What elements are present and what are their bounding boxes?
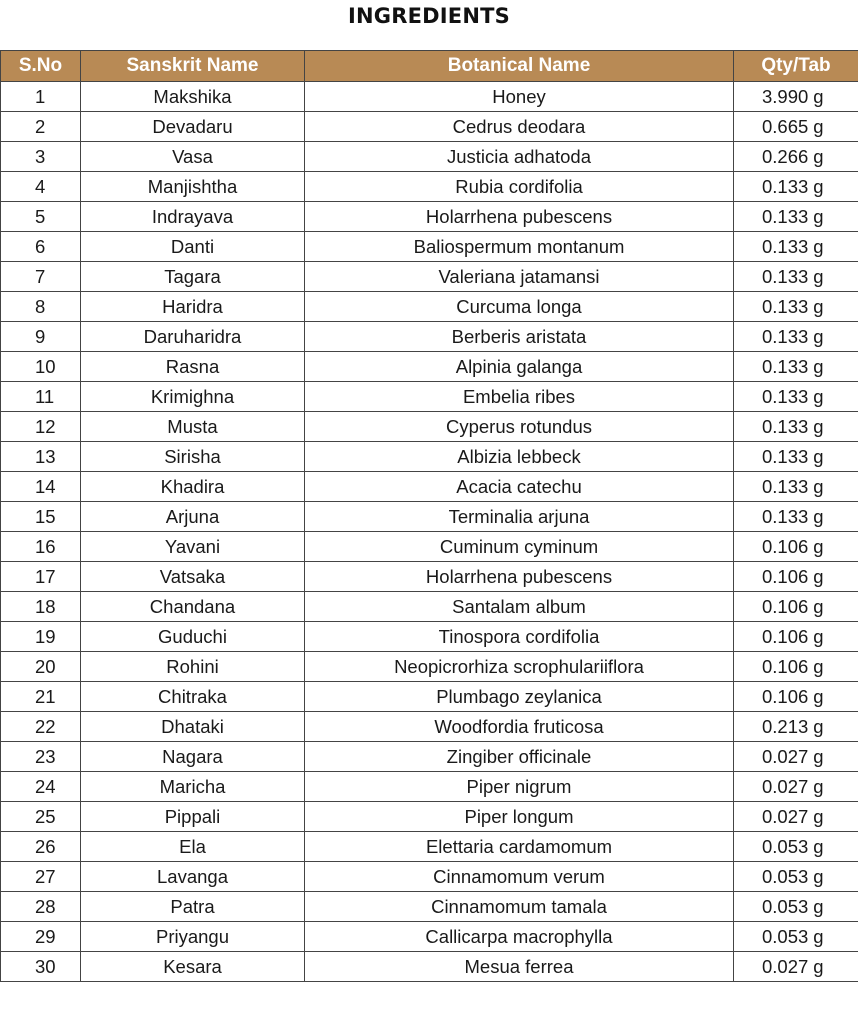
cell-sno: 15 — [1, 502, 81, 532]
cell-qty — [734, 262, 858, 292]
qty-value: 0.133 — [762, 205, 809, 227]
table-header-row — [1, 51, 858, 82]
qty-value: 0.106 — [762, 565, 809, 587]
cell-botanical-name: Berberis aristata — [305, 322, 734, 352]
cell-botanical-name: Piper longum — [305, 802, 734, 832]
qty-unit: g — [813, 775, 824, 797]
qty-unit: g — [813, 685, 824, 707]
cell-sanskrit-name: Pippali — [81, 802, 305, 832]
table-row — [1, 622, 858, 652]
cell-botanical-name: Cinnamomum verum — [305, 862, 734, 892]
qty-value: 0.027 — [762, 805, 809, 827]
qty-value: 0.133 — [762, 295, 809, 317]
qty-value: 0.133 — [762, 415, 809, 437]
qty-value: 0.106 — [762, 595, 809, 617]
qty-unit: g — [813, 205, 824, 227]
cell-qty — [734, 472, 858, 502]
cell-botanical-name: Zingiber officinale — [305, 742, 734, 772]
cell-sno: 12 — [1, 412, 81, 442]
table-row — [1, 412, 858, 442]
cell-sno: 30 — [1, 952, 81, 982]
qty-unit: g — [813, 145, 824, 167]
cell-qty — [734, 82, 858, 112]
cell-sno: 24 — [1, 772, 81, 802]
cell-sanskrit-name: Arjuna — [81, 502, 305, 532]
cell-botanical-name: Valeriana jatamansi — [305, 262, 734, 292]
cell-sno: 8 — [1, 292, 81, 322]
cell-botanical-name: Cinnamomum tamala — [305, 892, 734, 922]
cell-qty — [734, 682, 858, 712]
qty-unit: g — [813, 445, 824, 467]
cell-sno: 7 — [1, 262, 81, 292]
table-row — [1, 562, 858, 592]
cell-qty — [734, 562, 858, 592]
header-sno: S.No — [1, 51, 81, 82]
cell-qty — [734, 802, 858, 832]
cell-sno: 22 — [1, 712, 81, 742]
qty-unit: g — [813, 925, 824, 947]
cell-botanical-name: Embelia ribes — [305, 382, 734, 412]
cell-sno: 4 — [1, 172, 81, 202]
cell-qty — [734, 442, 858, 472]
qty-unit: g — [813, 655, 824, 677]
page-title: INGREDIENTS — [348, 4, 510, 28]
cell-qty — [734, 952, 858, 982]
qty-unit: g — [813, 175, 824, 197]
cell-sno: 28 — [1, 892, 81, 922]
cell-qty — [734, 352, 858, 382]
cell-sno: 21 — [1, 682, 81, 712]
cell-sanskrit-name: Lavanga — [81, 862, 305, 892]
cell-sanskrit-name: Dhataki — [81, 712, 305, 742]
table-row — [1, 502, 858, 532]
cell-sanskrit-name: Vatsaka — [81, 562, 305, 592]
qty-unit: g — [813, 115, 824, 137]
cell-qty — [734, 502, 858, 532]
qty-unit: g — [813, 85, 824, 107]
cell-sno: 20 — [1, 652, 81, 682]
cell-sanskrit-name: Haridra — [81, 292, 305, 322]
cell-sanskrit-name: Musta — [81, 412, 305, 442]
cell-qty — [734, 652, 858, 682]
cell-botanical-name: Tinospora cordifolia — [305, 622, 734, 652]
table-row — [1, 802, 858, 832]
cell-qty — [734, 232, 858, 262]
table-row — [1, 472, 858, 502]
cell-botanical-name: Holarrhena pubescens — [305, 202, 734, 232]
cell-qty — [734, 382, 858, 412]
cell-sanskrit-name: Maricha — [81, 772, 305, 802]
qty-value: 0.133 — [762, 175, 809, 197]
table-row — [1, 142, 858, 172]
qty-unit: g — [813, 265, 824, 287]
cell-botanical-name: Honey — [305, 82, 734, 112]
qty-unit: g — [813, 715, 824, 737]
cell-qty — [734, 742, 858, 772]
cell-botanical-name: Acacia catechu — [305, 472, 734, 502]
cell-sno: 9 — [1, 322, 81, 352]
qty-value: 0.266 — [762, 145, 809, 167]
cell-sno: 19 — [1, 622, 81, 652]
cell-botanical-name: Rubia cordifolia — [305, 172, 734, 202]
cell-botanical-name: Woodfordia fruticosa — [305, 712, 734, 742]
cell-sno: 10 — [1, 352, 81, 382]
qty-value: 0.027 — [762, 745, 809, 767]
table-row — [1, 112, 858, 142]
cell-botanical-name: Elettaria cardamomum — [305, 832, 734, 862]
cell-botanical-name: Neopicrorhiza scrophulariiflora — [305, 652, 734, 682]
cell-sanskrit-name: Makshika — [81, 82, 305, 112]
qty-unit: g — [813, 505, 824, 527]
cell-sanskrit-name: Rohini — [81, 652, 305, 682]
qty-unit: g — [813, 895, 824, 917]
table-row — [1, 262, 858, 292]
table-row — [1, 382, 858, 412]
qty-unit: g — [813, 955, 824, 977]
cell-botanical-name: Curcuma longa — [305, 292, 734, 322]
qty-value: 0.665 — [762, 115, 809, 137]
cell-botanical-name: Mesua ferrea — [305, 952, 734, 982]
qty-value: 0.133 — [762, 235, 809, 257]
table-row — [1, 232, 858, 262]
cell-sanskrit-name: Devadaru — [81, 112, 305, 142]
cell-qty — [734, 592, 858, 622]
cell-botanical-name: Piper nigrum — [305, 772, 734, 802]
qty-value: 0.106 — [762, 625, 809, 647]
qty-value: 0.053 — [762, 925, 809, 947]
table-row — [1, 742, 858, 772]
cell-sanskrit-name: Patra — [81, 892, 305, 922]
table-row — [1, 952, 858, 982]
cell-sno: 16 — [1, 532, 81, 562]
cell-sno: 2 — [1, 112, 81, 142]
cell-sanskrit-name: Ela — [81, 832, 305, 862]
qty-value: 0.133 — [762, 475, 809, 497]
cell-botanical-name: Plumbago zeylanica — [305, 682, 734, 712]
cell-qty — [734, 922, 858, 952]
cell-botanical-name: Cuminum cyminum — [305, 532, 734, 562]
table-row — [1, 82, 858, 112]
table-row — [1, 712, 858, 742]
table-row — [1, 172, 858, 202]
qty-value: 0.106 — [762, 535, 809, 557]
qty-value: 3.990 — [762, 85, 809, 107]
qty-unit: g — [813, 805, 824, 827]
cell-qty — [734, 142, 858, 172]
table-row — [1, 532, 858, 562]
qty-unit: g — [813, 325, 824, 347]
cell-qty — [734, 622, 858, 652]
table-row — [1, 592, 858, 622]
cell-botanical-name: Cyperus rotundus — [305, 412, 734, 442]
cell-sanskrit-name: Yavani — [81, 532, 305, 562]
qty-value: 0.133 — [762, 385, 809, 407]
table-row — [1, 442, 858, 472]
cell-botanical-name: Holarrhena pubescens — [305, 562, 734, 592]
table-row — [1, 652, 858, 682]
cell-sanskrit-name: Kesara — [81, 952, 305, 982]
cell-sanskrit-name: Tagara — [81, 262, 305, 292]
qty-unit: g — [813, 835, 824, 857]
qty-value: 0.133 — [762, 355, 809, 377]
qty-unit: g — [813, 235, 824, 257]
cell-qty — [734, 202, 858, 232]
cell-sno: 25 — [1, 802, 81, 832]
qty-unit: g — [813, 745, 824, 767]
cell-qty — [734, 772, 858, 802]
table-row — [1, 892, 858, 922]
cell-botanical-name: Alpinia galanga — [305, 352, 734, 382]
cell-qty — [734, 112, 858, 142]
cell-sno: 27 — [1, 862, 81, 892]
cell-botanical-name: Cedrus deodara — [305, 112, 734, 142]
cell-sno: 11 — [1, 382, 81, 412]
cell-sanskrit-name: Chitraka — [81, 682, 305, 712]
cell-sanskrit-name: Priyangu — [81, 922, 305, 952]
table-row — [1, 202, 858, 232]
qty-value: 0.027 — [762, 955, 809, 977]
cell-sanskrit-name: Indrayava — [81, 202, 305, 232]
qty-value: 0.053 — [762, 895, 809, 917]
cell-sno: 18 — [1, 592, 81, 622]
cell-sno: 23 — [1, 742, 81, 772]
cell-sno: 17 — [1, 562, 81, 592]
cell-sno: 13 — [1, 442, 81, 472]
table-row — [1, 352, 858, 382]
qty-value: 0.053 — [762, 835, 809, 857]
cell-sanskrit-name: Daruharidra — [81, 322, 305, 352]
cell-sanskrit-name: Rasna — [81, 352, 305, 382]
qty-value: 0.133 — [762, 445, 809, 467]
header-sanskrit-name: Sanskrit Name — [81, 51, 305, 82]
qty-unit: g — [813, 385, 824, 407]
cell-qty — [734, 532, 858, 562]
cell-sanskrit-name: Danti — [81, 232, 305, 262]
qty-value: 0.106 — [762, 655, 809, 677]
cell-sno: 5 — [1, 202, 81, 232]
qty-unit: g — [813, 565, 824, 587]
cell-sno: 3 — [1, 142, 81, 172]
qty-value: 0.133 — [762, 505, 809, 527]
cell-sanskrit-name: Khadira — [81, 472, 305, 502]
cell-sanskrit-name: Nagara — [81, 742, 305, 772]
qty-value: 0.133 — [762, 265, 809, 287]
cell-sanskrit-name: Manjishtha — [81, 172, 305, 202]
qty-unit: g — [813, 865, 824, 887]
cell-sno: 1 — [1, 82, 81, 112]
qty-unit: g — [813, 535, 824, 557]
cell-sno: 6 — [1, 232, 81, 262]
qty-value: 0.027 — [762, 775, 809, 797]
header-qty-per-tab: Qty/Tab — [734, 51, 858, 82]
cell-qty — [734, 292, 858, 322]
cell-botanical-name: Justicia adhatoda — [305, 142, 734, 172]
cell-qty — [734, 172, 858, 202]
cell-sanskrit-name: Krimighna — [81, 382, 305, 412]
table-row — [1, 772, 858, 802]
cell-botanical-name: Terminalia arjuna — [305, 502, 734, 532]
table-row — [1, 682, 858, 712]
qty-unit: g — [813, 475, 824, 497]
ingredients-table — [0, 50, 858, 982]
table-row — [1, 322, 858, 352]
cell-qty — [734, 862, 858, 892]
cell-sanskrit-name: Chandana — [81, 592, 305, 622]
qty-unit: g — [813, 625, 824, 647]
header-botanical-name: Botanical Name — [305, 51, 734, 82]
table-row — [1, 922, 858, 952]
cell-sno: 26 — [1, 832, 81, 862]
cell-qty — [734, 412, 858, 442]
cell-sanskrit-name: Vasa — [81, 142, 305, 172]
qty-unit: g — [813, 355, 824, 377]
cell-qty — [734, 832, 858, 862]
qty-value: 0.106 — [762, 685, 809, 707]
cell-qty — [734, 892, 858, 922]
table-body — [1, 82, 858, 982]
cell-botanical-name: Callicarpa macrophylla — [305, 922, 734, 952]
cell-sno: 29 — [1, 922, 81, 952]
cell-qty — [734, 712, 858, 742]
qty-value: 0.133 — [762, 325, 809, 347]
cell-botanical-name: Baliospermum montanum — [305, 232, 734, 262]
qty-unit: g — [813, 415, 824, 437]
cell-qty — [734, 322, 858, 352]
qty-value: 0.213 — [762, 715, 809, 737]
table-row — [1, 292, 858, 322]
qty-unit: g — [813, 595, 824, 617]
cell-botanical-name: Santalam album — [305, 592, 734, 622]
cell-sno: 14 — [1, 472, 81, 502]
cell-sanskrit-name: Guduchi — [81, 622, 305, 652]
table-row — [1, 832, 858, 862]
table-row — [1, 862, 858, 892]
qty-unit: g — [813, 295, 824, 317]
cell-sanskrit-name: Sirisha — [81, 442, 305, 472]
qty-value: 0.053 — [762, 865, 809, 887]
cell-botanical-name: Albizia lebbeck — [305, 442, 734, 472]
